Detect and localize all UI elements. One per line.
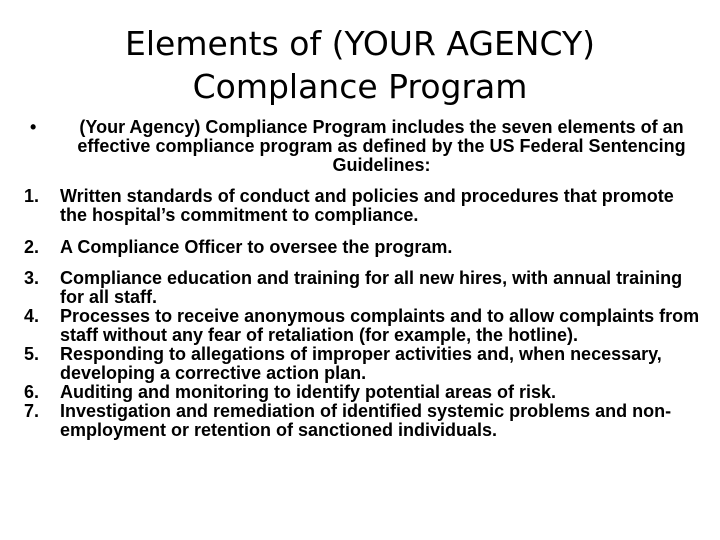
elements-list-part-3	[24, 269, 704, 440]
list-item-number: 6.	[24, 382, 40, 402]
slide-title-line-1: Elements of (YOUR AGENCY)	[125, 24, 595, 63]
list-item-number: 7.	[24, 401, 40, 421]
list-item-text: Processes to receive anonymous complaints and to allow complaints from staff without any fear of retaliation (for example, the hotline).	[60, 306, 700, 345]
list-item-1	[24, 187, 704, 225]
list-item-number: 2.	[24, 237, 40, 257]
list-item-text: Investigation and remediation of identified systemic problems and non-employment or retention of sanctioned individuals.	[60, 401, 672, 440]
list-item-text: Auditing and monitoring to identify potential areas of risk.	[60, 382, 557, 402]
list-item-number: 5.	[24, 344, 40, 364]
elements-list-part-1	[24, 187, 704, 225]
list-item-7	[24, 402, 704, 440]
intro-paragraph	[30, 118, 695, 175]
intro-text: (Your Agency) Compliance Program includes the seven elements of an effective compliance program as defined by the US Federal Sentencing Guidelines:	[77, 117, 686, 175]
list-item-3	[24, 269, 704, 307]
list-item-6	[24, 383, 704, 402]
list-item-text: Compliance education and training for all new hires, with annual training for all staff.	[60, 268, 683, 307]
slide-title	[60, 22, 660, 108]
elements-list-part-2	[24, 238, 704, 257]
list-item-4	[24, 307, 704, 345]
list-item-text: Written standards of conduct and policies and procedures that promote the hospital’s commitment to compliance.	[60, 186, 674, 225]
list-item-text: Responding to allegations of improper activities and, when necessary, developing a corrective action plan.	[60, 344, 662, 383]
list-item-number: 4.	[24, 306, 40, 326]
list-item-text: A Compliance Officer to oversee the program.	[60, 237, 453, 257]
bullet-icon: •	[30, 117, 37, 137]
list-item-number: 1.	[24, 186, 40, 206]
list-item-5	[24, 345, 704, 383]
list-item-number: 3.	[24, 268, 40, 288]
list-item-2	[24, 238, 704, 257]
slide-title-line-2: Complance Program	[192, 67, 528, 106]
